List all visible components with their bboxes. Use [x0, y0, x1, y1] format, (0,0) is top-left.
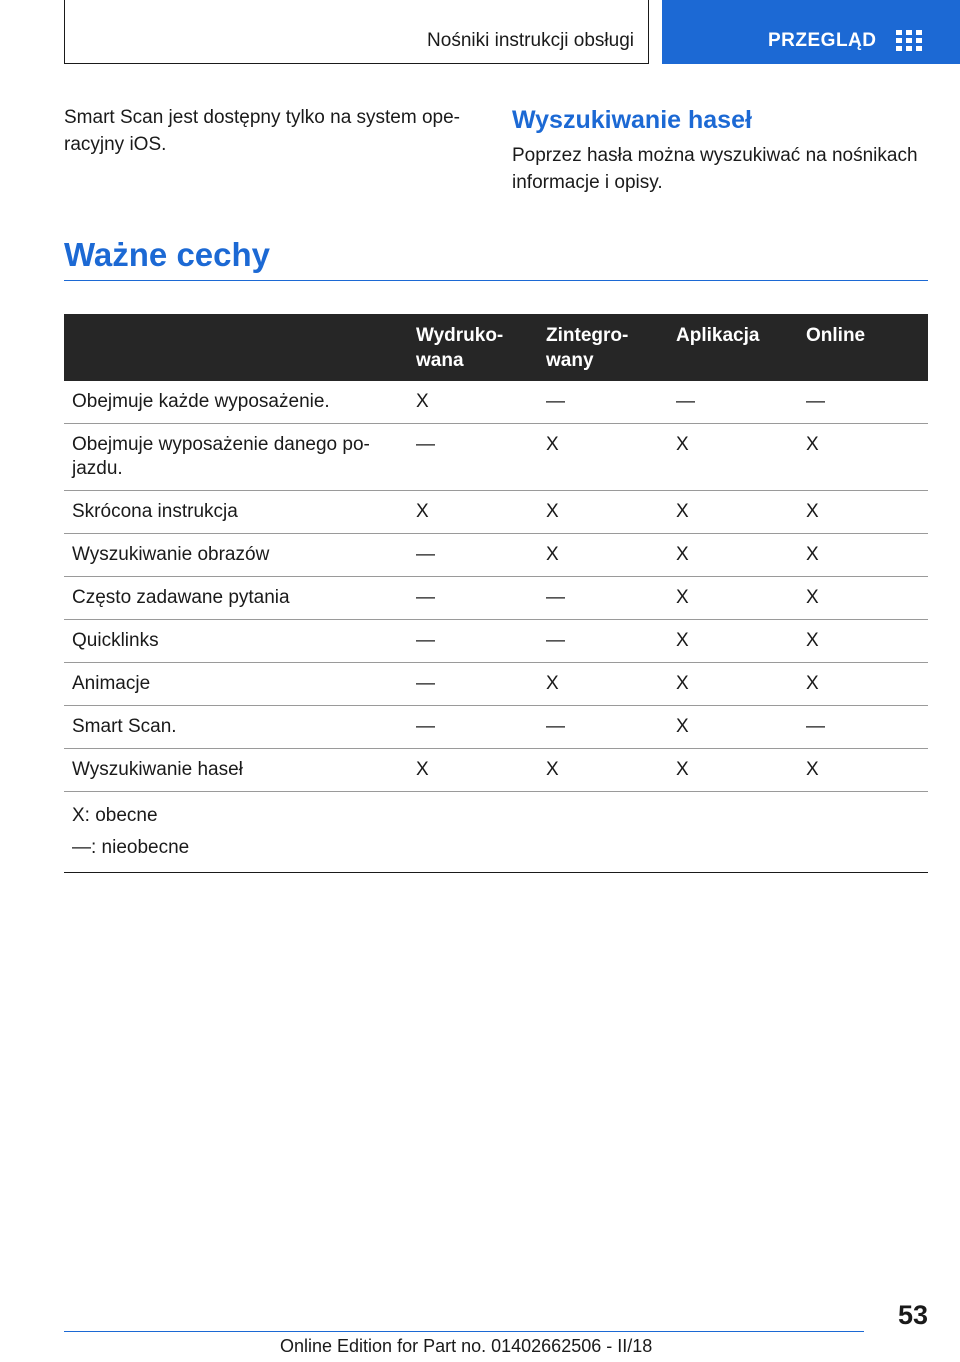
- table-header-cell: Online: [798, 314, 928, 381]
- table-row: [64, 381, 928, 424]
- feature-name-cell: Smart Scan.: [64, 706, 408, 749]
- availability-cell: X: [408, 749, 538, 792]
- legend-present: X: obecne: [72, 805, 158, 826]
- table-row: [64, 663, 928, 706]
- overview-tab[interactable]: [662, 0, 960, 64]
- table-header-cell: Wydruko-wana: [408, 314, 538, 381]
- header-title-box: [64, 0, 649, 64]
- availability-cell: —: [538, 577, 668, 620]
- availability-cell: X: [668, 663, 798, 706]
- availability-cell: X: [538, 663, 668, 706]
- availability-cell: —: [798, 706, 928, 749]
- availability-cell: X: [538, 424, 668, 491]
- section-title: Ważne cechy: [64, 236, 271, 273]
- availability-cell: X: [668, 491, 798, 534]
- availability-cell: X: [538, 749, 668, 792]
- availability-cell: —: [408, 577, 538, 620]
- table-row: [64, 749, 928, 792]
- availability-cell: X: [668, 534, 798, 577]
- availability-cell: —: [408, 424, 538, 491]
- availability-cell: X: [668, 577, 798, 620]
- section-divider: [64, 280, 928, 281]
- availability-cell: X: [408, 491, 538, 534]
- availability-cell: X: [798, 620, 928, 663]
- feature-name-cell: Obejmuje wyposażenie danego po-jazdu.: [64, 424, 408, 491]
- table-header-cell: [64, 314, 408, 381]
- availability-cell: —: [538, 706, 668, 749]
- availability-cell: X: [668, 424, 798, 491]
- availability-cell: —: [538, 620, 668, 663]
- availability-cell: —: [408, 706, 538, 749]
- availability-cell: X: [798, 534, 928, 577]
- feature-name-cell: Obejmuje każde wyposażenie.: [64, 381, 408, 424]
- availability-cell: X: [798, 424, 928, 491]
- availability-cell: X: [538, 491, 668, 534]
- table-header-cell: Aplikacja: [668, 314, 798, 381]
- table-row: [64, 534, 928, 577]
- availability-cell: —: [668, 381, 798, 424]
- availability-cell: X: [798, 749, 928, 792]
- availability-cell: X: [798, 491, 928, 534]
- availability-cell: X: [668, 620, 798, 663]
- grid-menu-icon: [896, 30, 922, 52]
- availability-cell: X: [408, 381, 538, 424]
- intro-text: Smart Scan jest dostępny tylko na system ope-racyjny iOS.: [64, 107, 461, 155]
- table-row: [64, 424, 928, 491]
- table-row: [64, 620, 928, 663]
- page-number: 53: [897, 1300, 928, 1330]
- availability-cell: —: [408, 620, 538, 663]
- availability-cell: —: [408, 663, 538, 706]
- table-header-row: [64, 314, 928, 381]
- availability-cell: X: [538, 534, 668, 577]
- feature-name-cell: Skrócona instrukcja: [64, 491, 408, 534]
- feature-name-cell: Często zadawane pytania: [64, 577, 408, 620]
- feature-name-cell: Wyszukiwanie obrazów: [64, 534, 408, 577]
- availability-cell: X: [668, 706, 798, 749]
- table-row: [64, 706, 928, 749]
- footer-text: Online Edition for Part no. 01402662506 - II/18: [280, 1336, 653, 1356]
- overview-tab-label: PRZEGLĄD: [768, 30, 877, 51]
- table-legend: [64, 792, 928, 873]
- availability-cell: X: [798, 577, 928, 620]
- availability-cell: X: [798, 663, 928, 706]
- keyword-search-section: [512, 104, 932, 196]
- availability-cell: —: [538, 381, 668, 424]
- keyword-search-heading: Wyszukiwanie haseł: [512, 106, 752, 134]
- feature-name-cell: Animacje: [64, 663, 408, 706]
- header-title: Nośniki instrukcji obsługi: [427, 30, 634, 51]
- feature-name-cell: Wyszukiwanie haseł: [64, 749, 408, 792]
- feature-name-cell: Quicklinks: [64, 620, 408, 663]
- footer-divider: [64, 1331, 864, 1332]
- availability-cell: —: [408, 534, 538, 577]
- keyword-search-text: Poprzez hasła można wyszukiwać na nośnikach informacje i opisy.: [512, 145, 918, 193]
- legend-absent: —: nieobecne: [72, 837, 190, 858]
- availability-cell: X: [668, 749, 798, 792]
- availability-cell: —: [798, 381, 928, 424]
- table-header-cell: Zintegro-wany: [538, 314, 668, 381]
- table-row: [64, 577, 928, 620]
- table-legend-row: [64, 792, 928, 873]
- table-row: [64, 491, 928, 534]
- features-table: [64, 314, 928, 873]
